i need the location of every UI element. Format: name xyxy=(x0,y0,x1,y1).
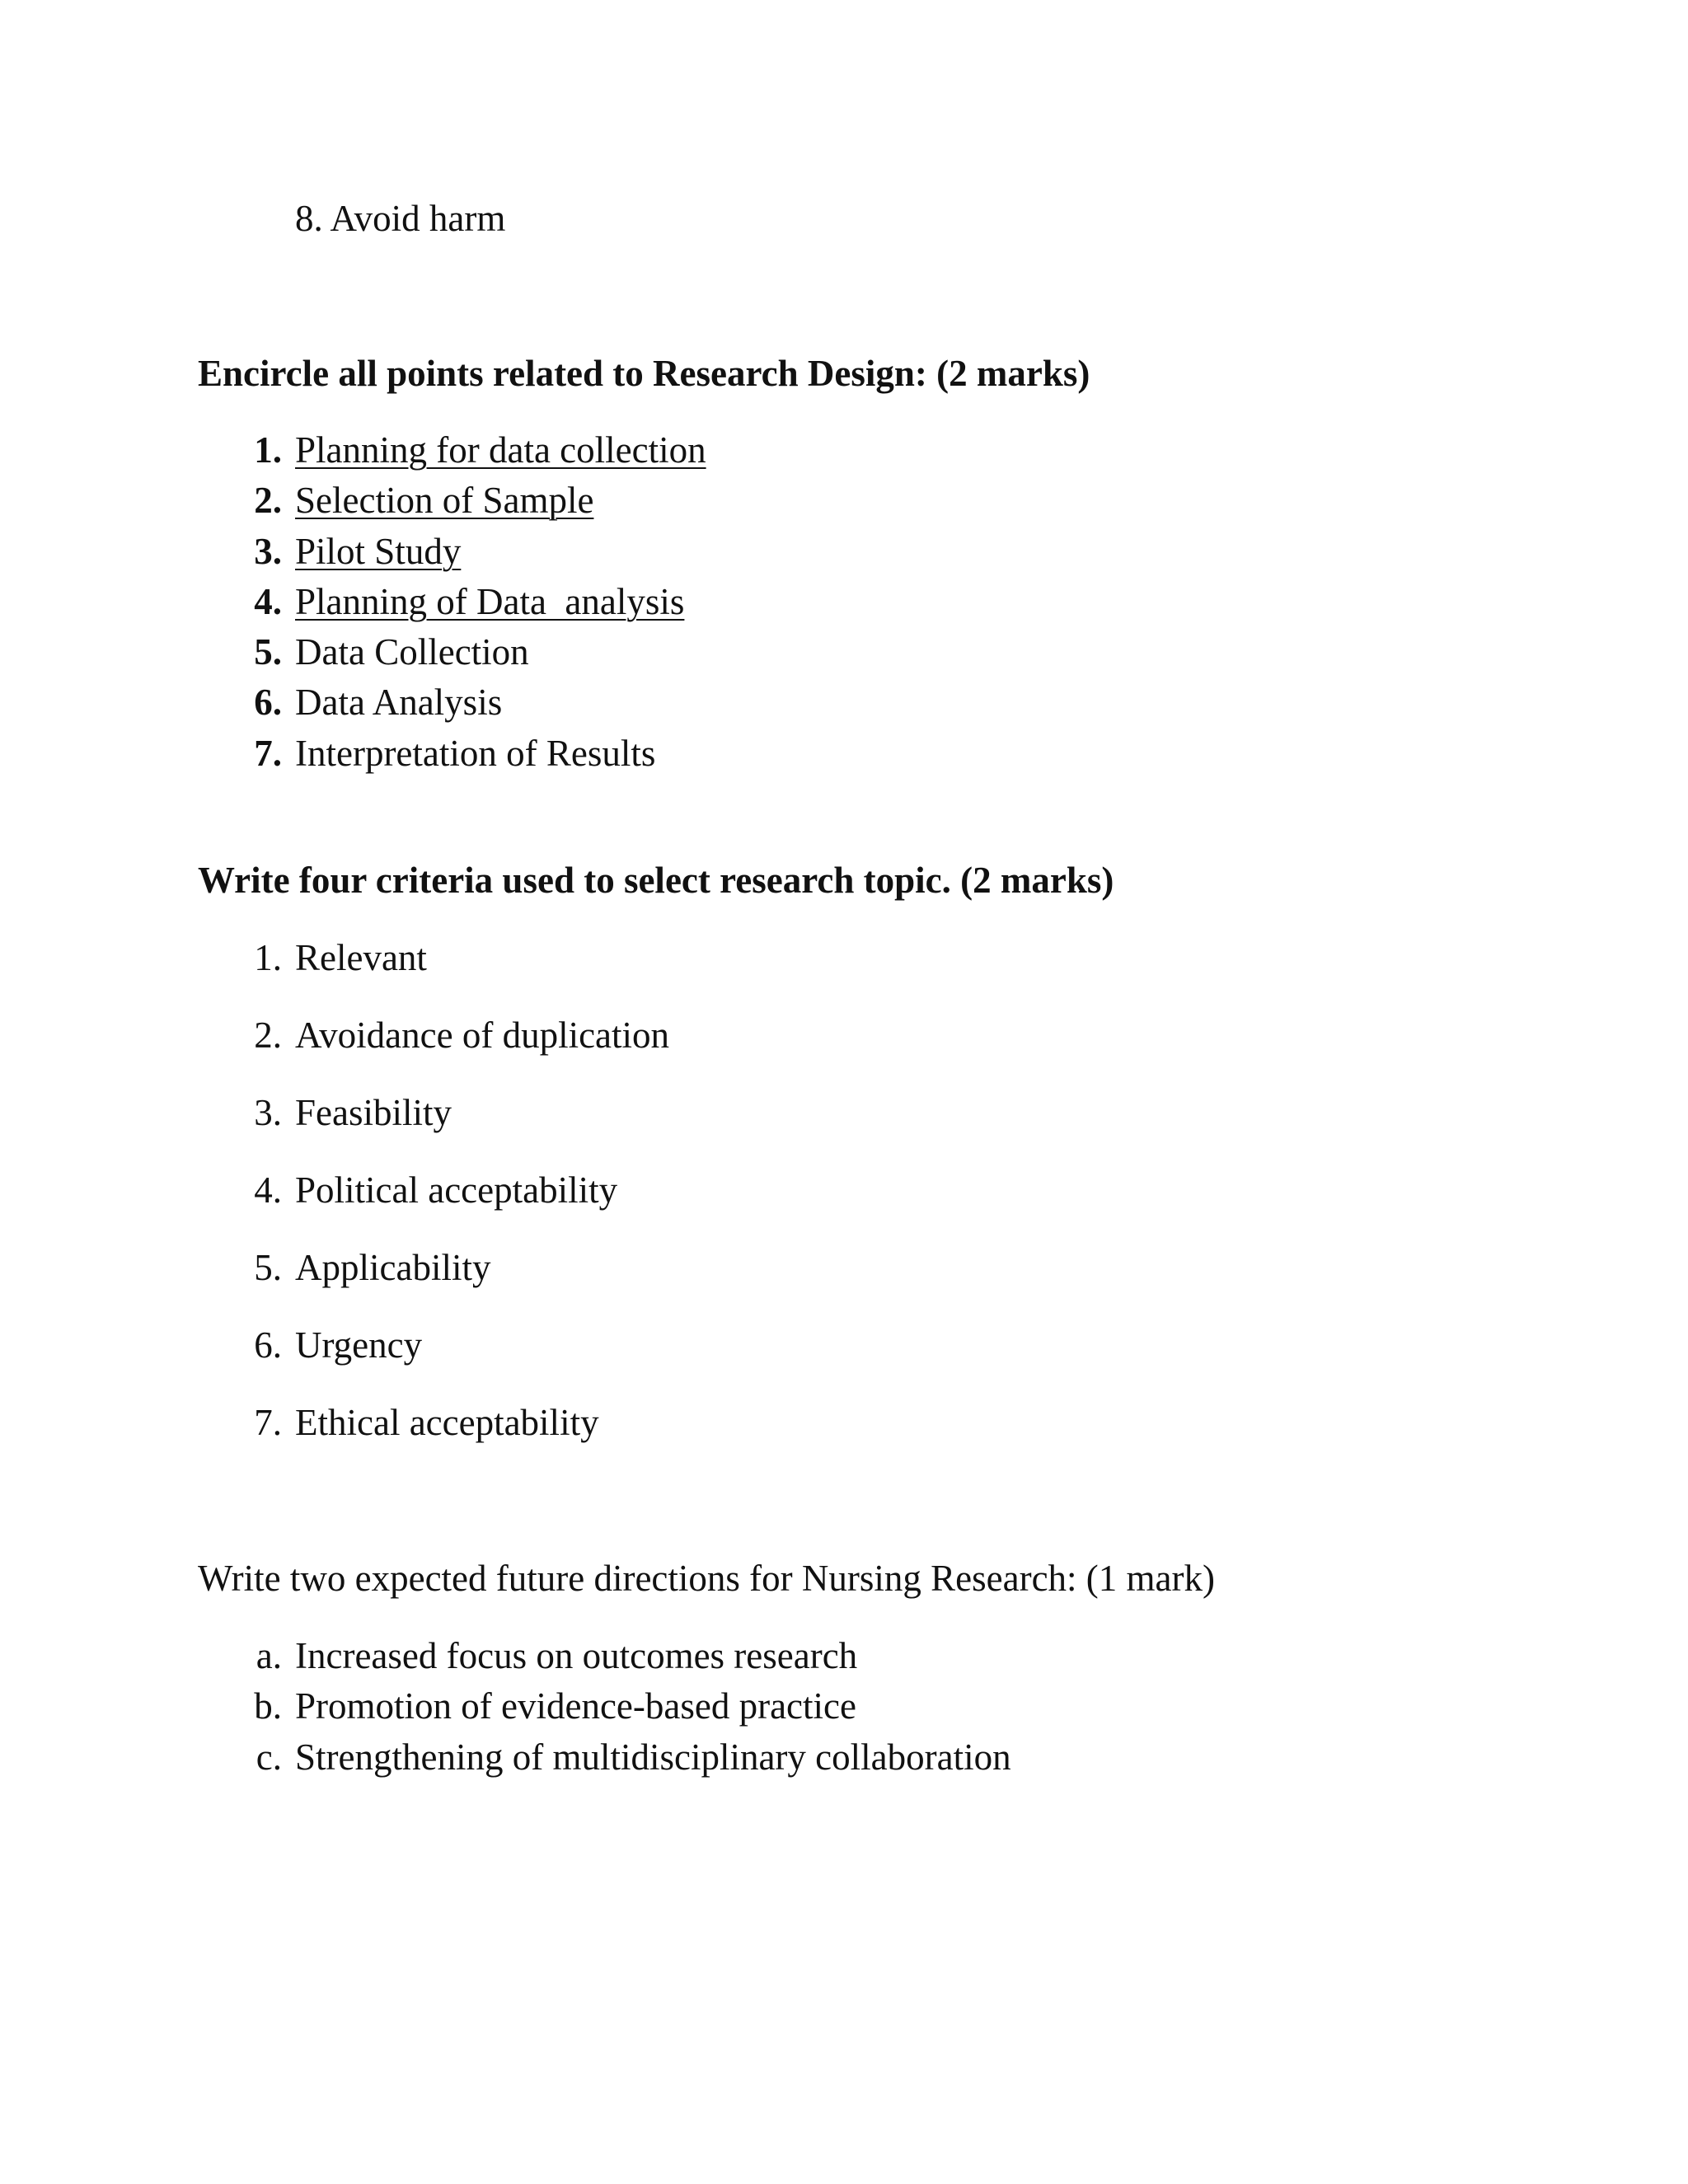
list-item-text: Political acceptability xyxy=(295,1169,618,1211)
list-item-text: Data Collection xyxy=(295,631,529,673)
list-item-text: Promotion of evidence-based practice xyxy=(295,1685,856,1727)
list-item-text: Selection of Sample xyxy=(295,480,594,521)
list-item-number: 2. xyxy=(254,1015,282,1056)
list-item-text: Strengthening of multidisciplinary collaboration xyxy=(295,1736,1011,1778)
list-item-text: Avoidance of duplication xyxy=(295,1015,670,1056)
list-item-text: Applicability xyxy=(295,1247,491,1288)
list-item xyxy=(0,1167,1566,1213)
list-item xyxy=(0,1090,1566,1136)
list-item xyxy=(0,730,1566,776)
list-item xyxy=(0,528,1566,574)
list-item-number: 4. xyxy=(254,581,282,622)
list-item xyxy=(0,427,1566,473)
list-item-text: Interpretation of Results xyxy=(295,733,656,774)
list-item-number: 1. xyxy=(254,937,282,978)
list-item-letter: a. xyxy=(256,1635,282,1676)
list-item-letter: b. xyxy=(254,1685,282,1727)
list-item xyxy=(0,1734,1566,1780)
list-item xyxy=(0,579,1566,625)
list-item-text: Ethical acceptability xyxy=(295,1402,599,1443)
list-item xyxy=(0,679,1566,725)
list-item xyxy=(0,629,1566,675)
list-item-text: Planning of Data analysis xyxy=(295,581,685,622)
list-item-number: 4. xyxy=(254,1169,282,1211)
list-item-number: 7. xyxy=(254,1402,282,1443)
list-item xyxy=(0,1244,1566,1291)
list-item xyxy=(0,1633,1566,1679)
list-item-number: 5. xyxy=(254,631,282,673)
list-item-number: 3. xyxy=(254,1092,282,1133)
list-item-letter: c. xyxy=(256,1736,282,1778)
list-item xyxy=(0,477,1566,523)
list-item-text: Relevant xyxy=(295,937,427,978)
list-item-text: Planning for data collection xyxy=(295,429,706,471)
list-item xyxy=(0,935,1566,981)
list-item-number: 6. xyxy=(254,682,282,723)
list-item-text: Increased focus on outcomes research xyxy=(295,1635,858,1676)
list-item xyxy=(0,1322,1566,1368)
list-item-text: Feasibility xyxy=(295,1092,452,1133)
list-item xyxy=(0,1399,1566,1446)
list-item-number: 3. xyxy=(254,531,282,572)
list-item xyxy=(0,1012,1566,1058)
top-list-item: 8. Avoid harm xyxy=(295,198,506,239)
list-item-number: 2. xyxy=(254,480,282,521)
list-item-number: 6. xyxy=(254,1324,282,1366)
list-item-text: Urgency xyxy=(295,1324,423,1366)
list-item-number: 5. xyxy=(254,1247,282,1288)
section3-heading: Write two expected future directions for Nursing Research: (1 mark) xyxy=(198,1558,1215,1599)
list-item-number: 7. xyxy=(254,733,282,774)
section2-heading: Write four criteria used to select research topic. (2 marks) xyxy=(198,860,1114,901)
list-item-number: 1. xyxy=(254,429,282,471)
list-item-text: Pilot Study xyxy=(295,531,462,572)
list-item-text: Data Analysis xyxy=(295,682,503,723)
section1-heading: Encircle all points related to Research Design: (2 marks) xyxy=(198,353,1090,394)
list-item xyxy=(0,1683,1566,1729)
